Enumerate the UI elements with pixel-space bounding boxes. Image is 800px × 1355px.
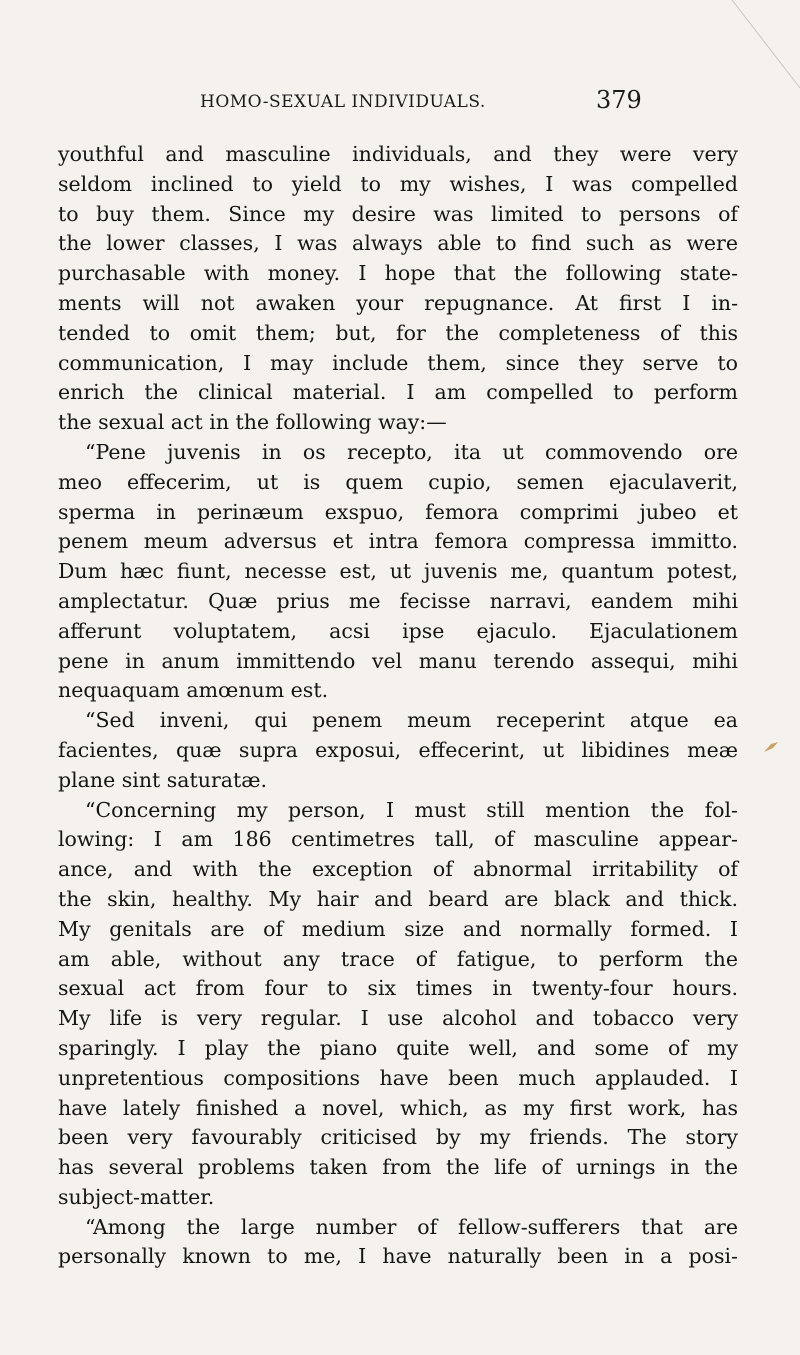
text-line: purchasable with money. I hope that the following state- [58,261,738,286]
paper-crease-mark [712,0,800,90]
text-line: been very favourably criticised by my friends. The story [58,1125,738,1150]
ink-speck [762,740,780,754]
text-line: unpretentious compositions have been much applauded. I [58,1065,738,1090]
text-line: “Sed inveni, qui penem meum receperint atque ea [85,708,738,733]
text-line: amplectatur. Quæ prius me fecisse narravi, eandem mihi [58,588,738,613]
text-line: enrich the clinical material. I am compelled to perform [58,380,738,405]
text-line: “Pene juvenis in os recepto, ita ut commovendo ore [85,439,738,464]
text-line: am able, without any trace of fatigue, to perform the [58,946,738,971]
text-line: afferunt voluptatem, acsi ipse ejaculo. Ejaculationem [58,618,738,643]
text-line: the skin, healthy. My hair and beard are black and thick. [58,886,738,911]
text-line: the lower classes, I was always able to find such as were [58,231,738,256]
text-line: plane sint saturatæ. [58,767,268,792]
text-line: subject-matter. [58,1184,215,1209]
running-head [0,86,800,126]
text-line: sexual act from four to six times in twenty-four hours. [58,976,738,1001]
text-line: My life is very regular. I use alcohol and tobacco very [58,1006,738,1031]
body-text [58,140,738,1272]
text-line: personally known to me, I have naturally been in a posi- [58,1244,738,1269]
text-line: ments will not awaken your repugnance. At first I in- [58,290,738,315]
text-line: sperma in perinæum exspuo, femora comprimi jubeo et [58,499,738,524]
text-line: Dum hæc fiunt, necesse est, ut juvenis me, quantum potest, [58,559,738,584]
text-line: ance, and with the exception of abnormal irritability of [58,857,738,882]
text-line: lowing: I am 186 centimetres tall, of masculine appear- [58,827,738,852]
text-line: tended to omit them; but, for the completeness of this [58,320,738,345]
running-title: HOMO-SEXUAL INDIVIDUALS. [200,92,486,112]
page-number: 379 [596,86,642,114]
text-line: facientes, quæ supra exposui, effecerint, ut libidines meæ [58,737,738,762]
text-line: seldom inclined to yield to my wishes, I was compelled [58,171,738,196]
text-line: sparingly. I play the piano quite well, and some of my [58,1035,738,1060]
text-line: “Among the large number of fellow-sufferers that are [85,1214,738,1239]
text-line: communication, I may include them, since they serve to [58,350,738,375]
text-line: to buy them. Since my desire was limited to persons of [58,201,738,226]
text-line: “Concerning my person, I must still mention the fol- [85,797,738,822]
text-line: nequaquam amœnum est. [58,678,329,703]
text-line: youthful and masculine individuals, and they were very [58,142,738,166]
text-line: pene in anum immittendo vel manu terendo assequi, mihi [58,648,738,673]
text-line: have lately finished a novel, which, as my first work, has [58,1095,738,1120]
text-line: has several problems taken from the life of urnings in the [58,1155,738,1180]
text-line: the sexual act in the following way:— [58,410,447,435]
text-line: penem meum adversus et intra femora compressa immitto. [58,529,738,554]
text-line: meo effecerim, ut is quem cupio, semen ejaculaverit, [58,469,738,494]
text-line: My genitals are of medium size and normally formed. I [58,916,738,941]
